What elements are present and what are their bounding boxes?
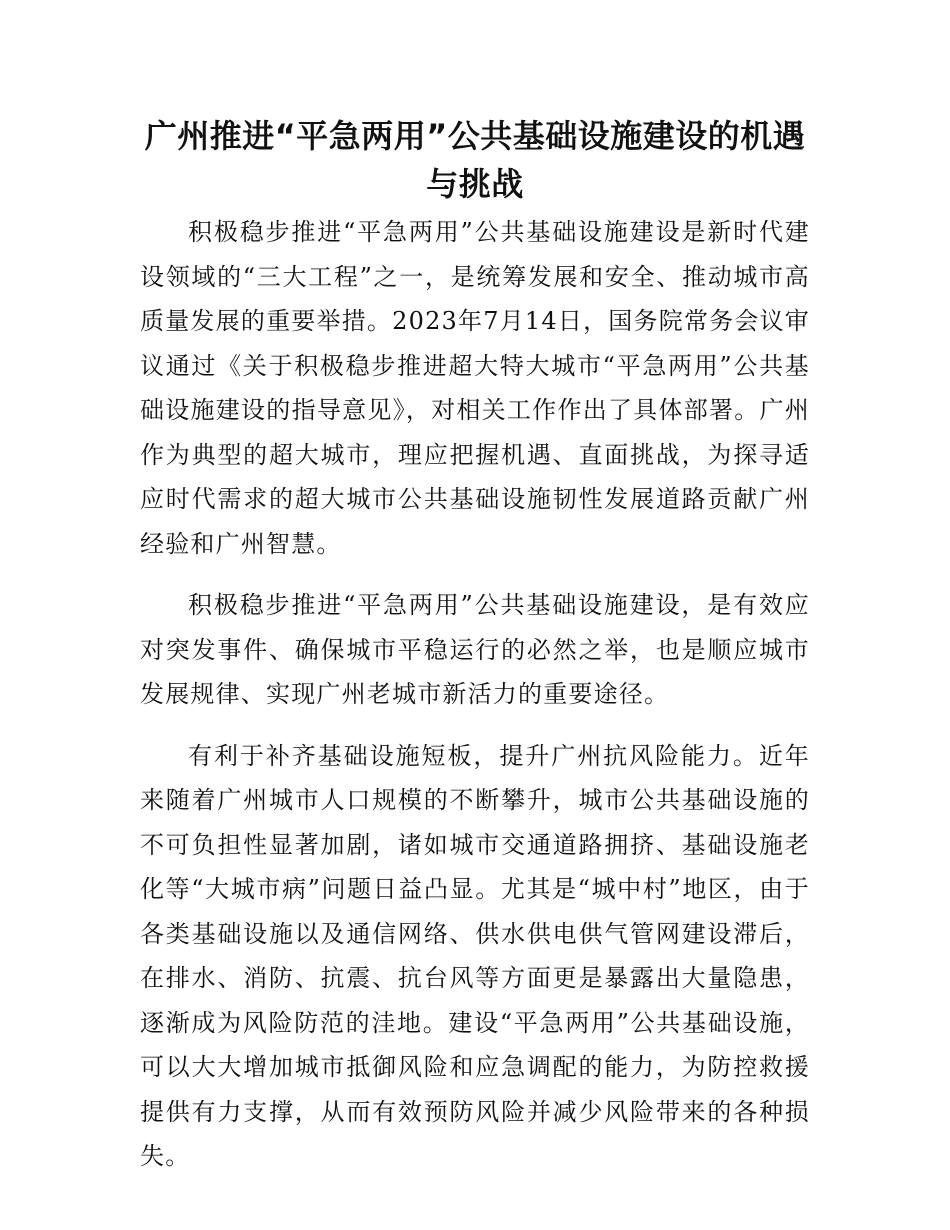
- paragraph: 有利于补齐基础设施短板，提升广州抗风险能力。近年来随着广州城市人口规模的不断攀升，城市公共基础设施的不可负担性显著加剧，诸如城市交通道路拥挤、基础设施老化等“大城市病”问题日益凸显。尤其是“城中村”地区，由于各类基础设施以及通信网络、供水供电供气管网建设滞后，在排水、消防、抗震、抗台风等方面更是暴露出大量隐患，逐渐成为风险防范的洼地。建设“平急两用”公共基础设施，可以大大增加城市抵御风险和应急调配的能力，为防控救援提供有力支撑，从而有效预防风险并减少风险带来的各种损失。: [140, 741, 810, 1170]
- paragraph: 积极稳步推进“平急两用”公共基础设施建设，是有效应对突发事件、确保城市平稳运行的必然之举，也是顺应城市发展规律、实现广州老城市新活力的重要途径。: [140, 591, 810, 708]
- document-body: [140, 210, 810, 1196]
- paragraph: 积极稳步推进“平急两用”公共基础设施建设是新时代建设领域的“三大工程”之一，是统筹发展和安全、推动城市高质量发展的重要举措。2023年7月14日，国务院常务会议审议通过《关于积极稳步推进超大特大城市“平急两用”公共基础设施建设的指导意见》，对相关工作作出了具体部署。广州作为典型的超大城市，理应把握机遇、直面挑战，为探寻适应时代需求的超大城市公共基础设施韧性发展道路贡献广州经验和广州智慧。: [140, 218, 810, 558]
- document-title: 广州推进“平急两用”公共基础设施建设的机遇与挑战: [144, 117, 806, 203]
